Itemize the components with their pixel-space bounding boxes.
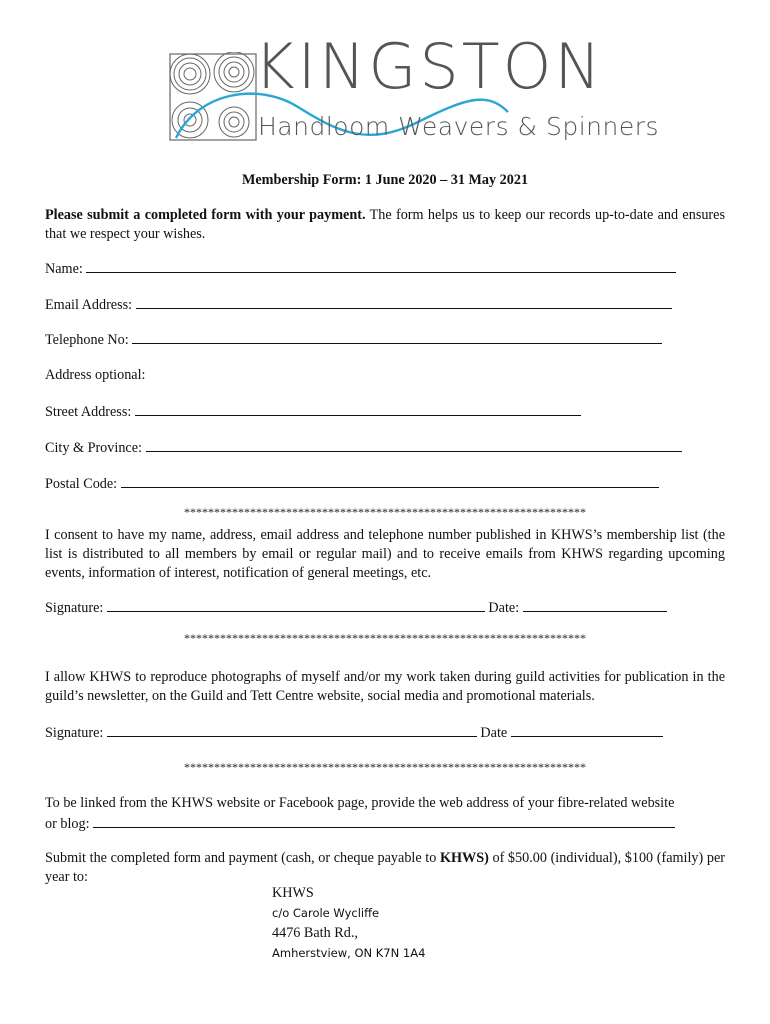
signature-label-2: Signature: (45, 725, 104, 741)
street-label: Street Address: (45, 404, 132, 420)
street-field[interactable] (135, 401, 581, 416)
email-row (45, 294, 672, 315)
email-label: Email Address: (45, 297, 133, 313)
submit-text-2: of $50.00 (individual), $100 (family) per year to: (45, 850, 725, 885)
address-line-2: c/o Carole Wycliffe (272, 906, 380, 920)
logo-subtitle: Handloom Weavers & Spinners (258, 112, 660, 141)
signature-row-1 (45, 597, 667, 618)
date-label-2: Date (480, 725, 508, 741)
postal-row (45, 473, 659, 494)
logo-title: KINGSTON (254, 30, 604, 103)
submit-khws: KHWS) (439, 850, 489, 866)
city-field[interactable] (146, 437, 682, 452)
telephone-row (45, 329, 662, 350)
name-row (45, 258, 676, 279)
signature-row-2 (45, 722, 663, 743)
website-paragraph (45, 794, 725, 834)
intro-paragraph (45, 206, 725, 244)
intro-bold: Please submit a completed form with your payment. (45, 207, 366, 223)
name-label: Name: (45, 261, 83, 277)
separator-3: ******************************************************************* (184, 760, 586, 774)
address-line-3: 4476 Bath Rd., (272, 925, 358, 941)
city-label: City & Province: (45, 440, 142, 456)
signature-label-1: Signature: (45, 600, 104, 616)
date-field-1[interactable] (523, 597, 667, 612)
street-row (45, 401, 581, 422)
consent-paragraph-2: I allow KHWS to reproduce photographs of myself and/or my work taken during guild activities for publication in the guild’s newsletter, on the Guild and Tett Centre website, social media and promotional materials. (45, 669, 725, 704)
signature-field-2[interactable] (107, 722, 477, 737)
postal-field[interactable] (121, 473, 659, 488)
email-field[interactable] (136, 294, 672, 309)
city-row (45, 437, 682, 458)
form-title: Membership Form: 1 June 2020 – 31 May 2021 (241, 172, 529, 188)
telephone-label: Telephone No: (45, 332, 129, 348)
website-field[interactable] (93, 813, 675, 828)
separator-2: ******************************************************************* (184, 631, 586, 645)
submit-paragraph (45, 849, 725, 887)
date-label-1: Date: (488, 600, 520, 616)
signature-field-1[interactable] (107, 597, 485, 612)
telephone-field[interactable] (132, 329, 662, 344)
website-label: or blog: (45, 816, 90, 832)
name-field[interactable] (86, 258, 676, 273)
separator-1: ******************************************************************* (184, 505, 586, 519)
mailing-address (272, 884, 425, 962)
address-line-1: KHWS (272, 885, 314, 901)
website-text: To be linked from the KHWS website or Facebook page, provide the web address of your fibre-related website (45, 795, 675, 811)
postal-label: Postal Code: (45, 476, 118, 492)
date-field-2[interactable] (511, 722, 663, 737)
consent-paragraph-1: I consent to have my name, address, email address and telephone number published in KHWS’s membership list (the list is distributed to all members by email or regular mail) and to receive emails from KHWS regarding upcoming events, information of interest, notification of general meetings, etc. (45, 527, 725, 581)
intro-rest: The form helps us to keep our records up-to-date and ensures that we respect your wishes. (45, 207, 725, 242)
address-optional-label: Address optional: (45, 367, 146, 383)
submit-text-1: Submit the completed form and payment (cash, or cheque payable to (45, 850, 440, 866)
address-line-4: Amherstview, ON K7N 1A4 (272, 946, 426, 960)
